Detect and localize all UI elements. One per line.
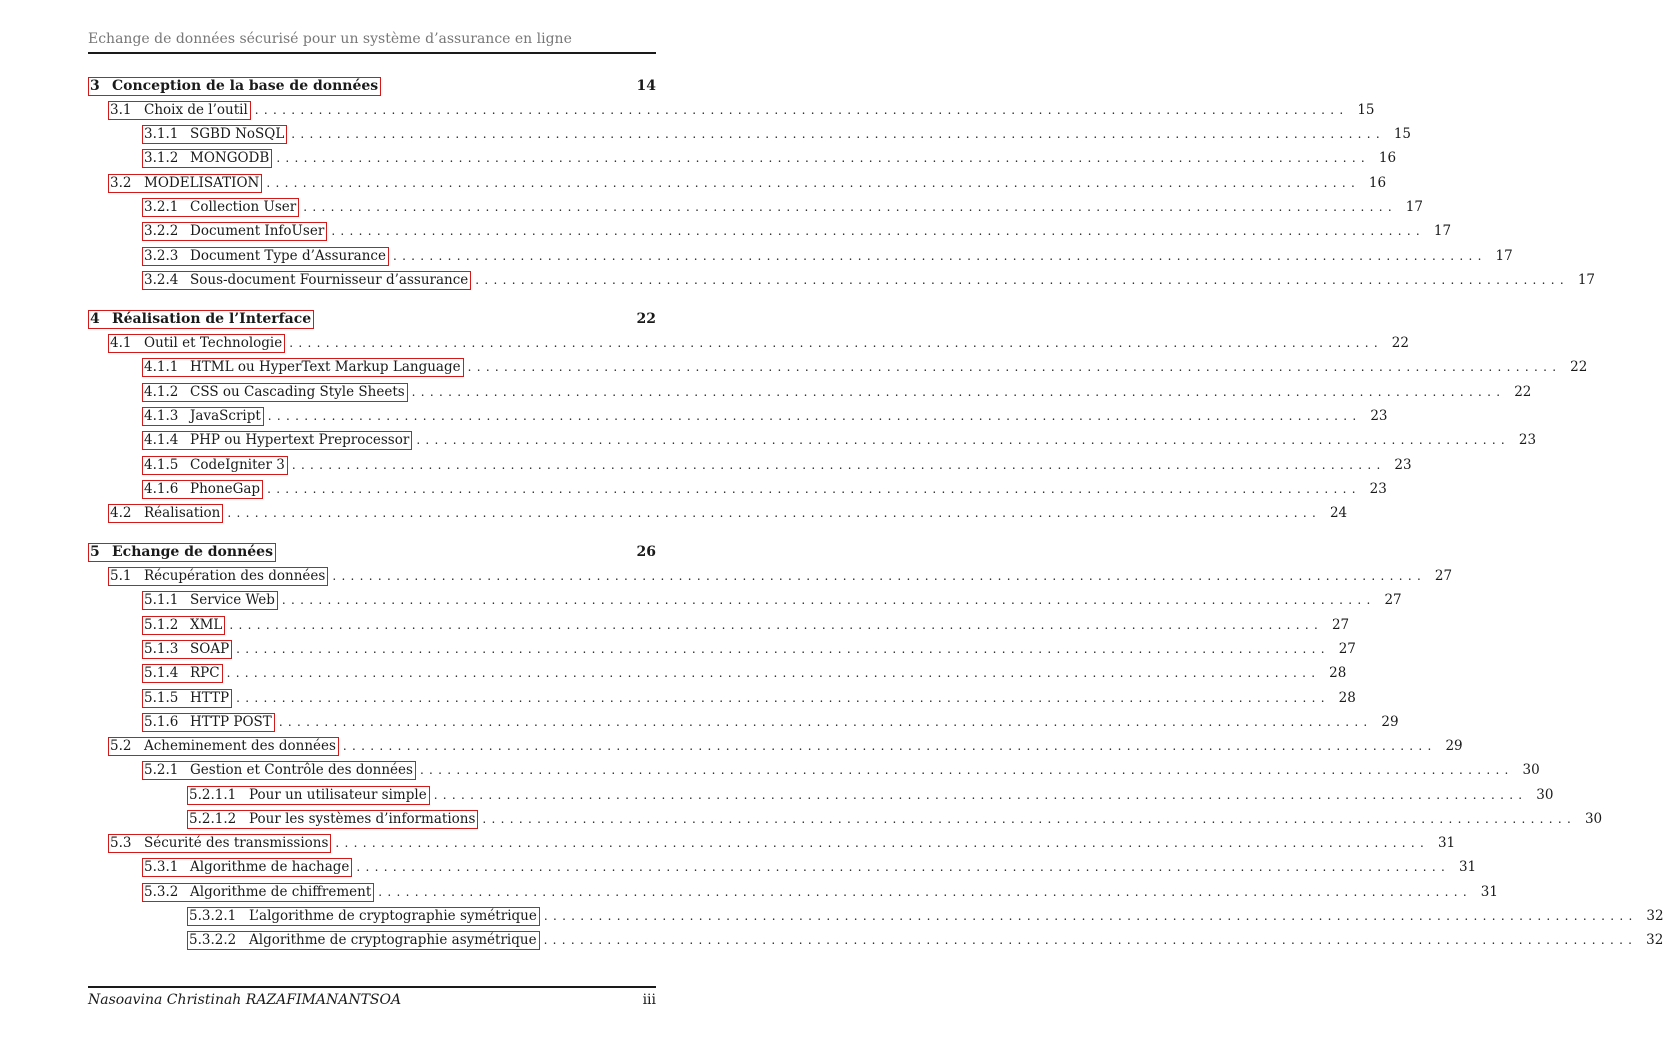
- toc-page-number: 27: [1331, 617, 1350, 633]
- toc-page-number: 17: [1405, 199, 1423, 215]
- toc-link[interactable]: [108, 504, 223, 523]
- toc-link[interactable]: [142, 858, 352, 877]
- toc-title: Réalisation de l’Interface: [112, 310, 312, 327]
- dot-leader: ........................................................................................................................: [281, 593, 1376, 607]
- toc-number: 5.1.2: [144, 616, 179, 633]
- toc-chapter-3[interactable]: [88, 76, 656, 96]
- dot-leader: ........................................................................................................................: [416, 433, 1511, 447]
- dot-leader: ........................................................................................................................: [342, 739, 1437, 753]
- toc-page-number: 23: [1518, 432, 1537, 448]
- toc-entry-4-1-2[interactable]: [142, 382, 1532, 402]
- toc-link[interactable]: [88, 310, 314, 329]
- toc-page-number: 27: [1434, 568, 1453, 584]
- toc-page-number: 31: [1458, 859, 1477, 875]
- toc-entry-5-3-2-2[interactable]: [187, 930, 1664, 950]
- toc-entry-5-2-1-1[interactable]: [187, 785, 1554, 805]
- toc-entry-3-2[interactable]: [108, 173, 1387, 193]
- toc-page-number: 17: [1433, 223, 1452, 239]
- dot-leader: ........................................................................................................................: [411, 385, 1506, 399]
- toc-number: 5.3.2.1: [189, 907, 237, 924]
- toc-number: 3.2: [110, 174, 132, 191]
- toc-title: Document Type d’Assurance: [190, 247, 386, 264]
- dot-leader: ........................................................................................................................: [356, 860, 1451, 874]
- dot-leader: ........................................................................................................................: [236, 642, 1330, 656]
- toc-page-number: 28: [1329, 665, 1347, 681]
- dot-leader: ........................................................................................................................: [266, 176, 1361, 190]
- toc-title: MONGODB: [190, 149, 270, 166]
- toc-link[interactable]: [142, 480, 263, 499]
- footer-author: Nasoavina Christinah RAZAFIMANANTSOA: [88, 992, 402, 1008]
- toc-link[interactable]: [142, 222, 327, 241]
- toc-link[interactable]: [108, 567, 328, 586]
- toc-page-number: 30: [1522, 762, 1540, 778]
- toc-page-number: 24: [1329, 505, 1348, 521]
- toc-entry-5-1-1[interactable]: [142, 590, 1402, 610]
- toc-link[interactable]: [142, 271, 471, 290]
- dot-leader: ........................................................................................................................: [331, 224, 1426, 238]
- toc-title: Outil et Technologie: [144, 334, 283, 351]
- toc-title: Pour les systèmes d’informations: [249, 810, 476, 827]
- toc-link[interactable]: [142, 456, 288, 475]
- toc-link[interactable]: [88, 77, 381, 96]
- toc-link[interactable]: [142, 689, 232, 708]
- footer-rule: [88, 986, 656, 988]
- dot-leader: ........................................................................................................................: [289, 336, 1383, 350]
- toc-page-number: 27: [1338, 641, 1356, 657]
- toc-link[interactable]: [187, 786, 430, 805]
- toc-number: 5.2.1.2: [189, 810, 237, 827]
- toc-number: 3.1.2: [144, 149, 179, 166]
- toc-link[interactable]: [142, 198, 299, 217]
- dot-leader: ........................................................................................................................: [254, 103, 1349, 117]
- dot-leader: ........................................................................................................................: [543, 933, 1638, 947]
- toc-link[interactable]: [142, 358, 464, 377]
- toc-number: 5.3.2.2: [189, 931, 237, 948]
- toc-page-number: 31: [1480, 884, 1498, 900]
- toc-title: JavaScript: [190, 407, 261, 424]
- toc-title: Echange de données: [112, 543, 273, 560]
- dot-leader: ........................................................................................................................: [267, 409, 1362, 423]
- toc-number: 3.2.3: [144, 247, 179, 264]
- toc-entry-5-1-4[interactable]: [142, 663, 1347, 683]
- toc-link[interactable]: [187, 810, 478, 829]
- toc-page-number: 22: [1514, 384, 1532, 400]
- toc-link[interactable]: [108, 101, 251, 120]
- dot-leader: ........................................................................................................................: [392, 249, 1487, 263]
- toc-title: Algorithme de chiffrement: [190, 883, 372, 900]
- dot-leader: ........................................................................................................................: [267, 482, 1361, 496]
- toc-number: 4.1.5: [144, 456, 179, 473]
- toc-number: 3.1.1: [144, 125, 179, 142]
- toc-page-number: 23: [1370, 408, 1388, 424]
- toc-page-number: 14: [636, 78, 656, 94]
- toc-title: Acheminement des données: [144, 737, 336, 754]
- toc-number: 3.2.2: [144, 222, 179, 239]
- toc-page-number: 15: [1393, 126, 1412, 142]
- toc-entry-4-1-4[interactable]: [142, 430, 1537, 450]
- dot-leader: ........................................................................................................................: [335, 836, 1430, 850]
- toc-title: Conception de la base de données: [112, 77, 379, 94]
- header-rule: [88, 52, 656, 54]
- toc-title: PhoneGap: [190, 480, 261, 497]
- toc-page-number: 22: [1570, 359, 1588, 375]
- toc-entry-5-2[interactable]: [108, 736, 1463, 756]
- toc-title: Pour un utilisateur simple: [249, 786, 427, 803]
- toc-link[interactable]: [142, 431, 412, 450]
- toc-number: 5.1.4: [144, 664, 179, 681]
- toc-page-number: 17: [1577, 272, 1596, 288]
- toc-link[interactable]: [142, 247, 389, 266]
- toc-title: Collection User: [190, 198, 297, 215]
- toc-number: 5.3.2: [144, 883, 179, 900]
- toc-link[interactable]: [187, 931, 540, 950]
- toc-number: 4.1.6: [144, 480, 179, 497]
- toc-number: 4.1.1: [144, 358, 179, 375]
- toc-title: Récupération des données: [144, 567, 326, 584]
- dot-leader: ........................................................................................................................: [433, 788, 1528, 802]
- toc-title: Sous-document Fournisseur d’assurance: [190, 271, 469, 288]
- toc-link[interactable]: [142, 664, 223, 683]
- toc-number: 5.3.1: [144, 858, 179, 875]
- toc-number: 3.2.4: [144, 271, 179, 288]
- toc-page-number: 23: [1369, 481, 1387, 497]
- toc-link[interactable]: [142, 125, 287, 144]
- dot-leader: ........................................................................................................................: [278, 715, 1373, 729]
- toc-link[interactable]: [142, 713, 275, 732]
- toc-number: 5.1.3: [144, 640, 179, 657]
- toc-number: 5.1.5: [144, 689, 179, 706]
- toc-entry-4-1[interactable]: [108, 333, 1409, 353]
- toc-title: Service Web: [190, 591, 275, 608]
- toc-entry-5-1-2[interactable]: [142, 615, 1350, 635]
- toc-page-number: 29: [1445, 738, 1463, 754]
- dot-leader: ........................................................................................................................: [291, 458, 1386, 472]
- toc-entry-4-1-3[interactable]: [142, 406, 1388, 426]
- toc-number: 3: [90, 77, 100, 94]
- toc-entry-4-1-1[interactable]: [142, 357, 1588, 377]
- toc-entry-5-1-3[interactable]: [142, 639, 1356, 659]
- toc-entry-4-2[interactable]: [108, 503, 1348, 523]
- toc-title: Gestion et Contrôle des données: [190, 761, 413, 778]
- toc-page-number: 32: [1646, 908, 1664, 924]
- toc-link[interactable]: [108, 174, 262, 193]
- toc-page-number: 16: [1378, 150, 1397, 166]
- toc-number: 3.1: [110, 101, 132, 118]
- toc-number: 5.3: [110, 834, 132, 851]
- toc-link[interactable]: [108, 737, 339, 756]
- toc-chapter-5[interactable]: [88, 542, 656, 562]
- toc-number: 4.1.4: [144, 431, 179, 448]
- toc-entry-5-1-6[interactable]: [142, 712, 1399, 732]
- toc-page-number: 26: [636, 544, 656, 560]
- toc-number: 5: [90, 543, 100, 560]
- toc-title: Choix de l’outil: [144, 101, 248, 118]
- toc-title: HTML ou HyperText Markup Language: [190, 358, 461, 375]
- toc-title: HTTP: [190, 689, 230, 706]
- dot-leader: ........................................................................................................................: [291, 127, 1386, 141]
- toc-link[interactable]: [142, 591, 278, 610]
- toc-page-number: 29: [1381, 714, 1399, 730]
- toc-entry-5-3-1[interactable]: [142, 857, 1477, 877]
- toc-entry-3-2-2[interactable]: [142, 221, 1452, 241]
- toc-page-number: 28: [1338, 690, 1356, 706]
- toc-title: Algorithme de cryptographie asymétrique: [249, 931, 537, 948]
- toc-entry-4-1-6[interactable]: [142, 479, 1387, 499]
- toc-link[interactable]: [142, 640, 232, 659]
- toc-link[interactable]: [187, 907, 540, 926]
- dot-leader: ........................................................................................................................: [229, 618, 1324, 632]
- toc-link[interactable]: [108, 834, 331, 853]
- toc-page-number: 32: [1646, 932, 1664, 948]
- toc-page-number: 16: [1368, 175, 1387, 191]
- footer-page-number: iii: [642, 992, 656, 1008]
- dot-leader: ........................................................................................................................: [378, 885, 1472, 899]
- toc-number: 3.2.1: [144, 198, 179, 215]
- toc-title: Document InfoUser: [190, 222, 325, 239]
- toc-page-number: 30: [1536, 787, 1554, 803]
- toc-chapter-4[interactable]: [88, 309, 656, 329]
- toc-title: PHP ou Hypertext Preprocessor: [190, 431, 410, 448]
- toc-title: RPC: [190, 664, 220, 681]
- dot-leader: ........................................................................................................................: [475, 273, 1570, 287]
- toc-entry-3-2-1[interactable]: [142, 197, 1423, 217]
- toc-page-number: 30: [1584, 811, 1603, 827]
- dot-leader: ........................................................................................................................: [467, 360, 1562, 374]
- toc-number: 5.1.6: [144, 713, 179, 730]
- toc-page-number: 31: [1437, 835, 1456, 851]
- dot-leader: ........................................................................................................................: [482, 812, 1577, 826]
- toc-title: XML: [190, 616, 223, 633]
- toc-entry-5-3-2[interactable]: [142, 882, 1498, 902]
- toc-entry-5-1[interactable]: [108, 566, 1453, 586]
- toc-link[interactable]: [108, 334, 285, 353]
- toc-title: CodeIgniter 3: [190, 456, 285, 473]
- dot-leader: ........................................................................................................................: [543, 909, 1638, 923]
- toc-number: 4.1: [110, 334, 132, 351]
- toc-link[interactable]: [142, 883, 374, 902]
- toc-entry-5-2-1[interactable]: [142, 760, 1540, 780]
- toc-number: 4: [90, 310, 100, 327]
- dot-leader: ........................................................................................................................: [276, 151, 1371, 165]
- dot-leader: ........................................................................................................................: [226, 666, 1321, 680]
- toc-page-number: 17: [1495, 248, 1513, 264]
- toc-entry-5-3[interactable]: [108, 833, 1456, 853]
- toc-number: 5.1: [110, 567, 132, 584]
- toc-link[interactable]: [142, 383, 408, 402]
- toc-number: 5.2: [110, 737, 132, 754]
- toc-link[interactable]: [142, 149, 272, 168]
- toc-number: 5.2.1: [144, 761, 179, 778]
- toc-entry-3-2-3[interactable]: [142, 246, 1513, 266]
- toc-link[interactable]: [142, 761, 416, 780]
- toc-title: CSS ou Cascading Style Sheets: [190, 383, 405, 400]
- toc-title: SGBD NoSQL: [190, 125, 285, 142]
- toc-page-number: 23: [1394, 457, 1412, 473]
- toc-entry-3-1-1[interactable]: [142, 124, 1412, 144]
- toc-page-number: 22: [636, 311, 656, 327]
- toc-title: Algorithme de hachage: [190, 858, 350, 875]
- toc-link[interactable]: [88, 543, 276, 562]
- dot-leader: ........................................................................................................................: [236, 691, 1330, 705]
- toc-entry-3-2-4[interactable]: [142, 270, 1596, 290]
- toc-number: 4.1.2: [144, 383, 179, 400]
- toc-title: SOAP: [190, 640, 230, 657]
- toc-number: 5.2.1.1: [189, 786, 237, 803]
- toc-title: Réalisation: [144, 504, 221, 521]
- toc-page-number: 22: [1391, 335, 1409, 351]
- toc-number: 4.2: [110, 504, 132, 521]
- toc-page-number: 15: [1357, 102, 1375, 118]
- running-header: Echange de données sécurisé pour un système d’assurance en ligne: [88, 31, 572, 47]
- dot-leader: ........................................................................................................................: [303, 200, 1397, 214]
- toc-entry-5-3-2-1[interactable]: [187, 906, 1664, 926]
- toc-number: 4.1.3: [144, 407, 179, 424]
- toc-entry-3-1-2[interactable]: [142, 148, 1397, 168]
- dot-leader: ........................................................................................................................: [332, 569, 1427, 583]
- toc-title: Sécurité des transmissions: [144, 834, 329, 851]
- dot-leader: ........................................................................................................................: [227, 506, 1322, 520]
- toc-number: 5.1.1: [144, 591, 179, 608]
- toc-link[interactable]: [142, 616, 225, 635]
- toc-title: L’algorithme de cryptographie symétrique: [249, 907, 537, 924]
- toc-entry-5-1-5[interactable]: [142, 688, 1356, 708]
- toc-entry-3-1[interactable]: [108, 100, 1375, 120]
- toc-title: HTTP POST: [190, 713, 272, 730]
- toc-page-number: 27: [1384, 592, 1402, 608]
- toc-title: MODELISATION: [144, 174, 260, 191]
- toc-entry-4-1-5[interactable]: [142, 455, 1412, 475]
- toc-entry-5-2-1-2[interactable]: [187, 809, 1603, 829]
- dot-leader: ........................................................................................................................: [419, 763, 1514, 777]
- toc-link[interactable]: [142, 407, 264, 426]
